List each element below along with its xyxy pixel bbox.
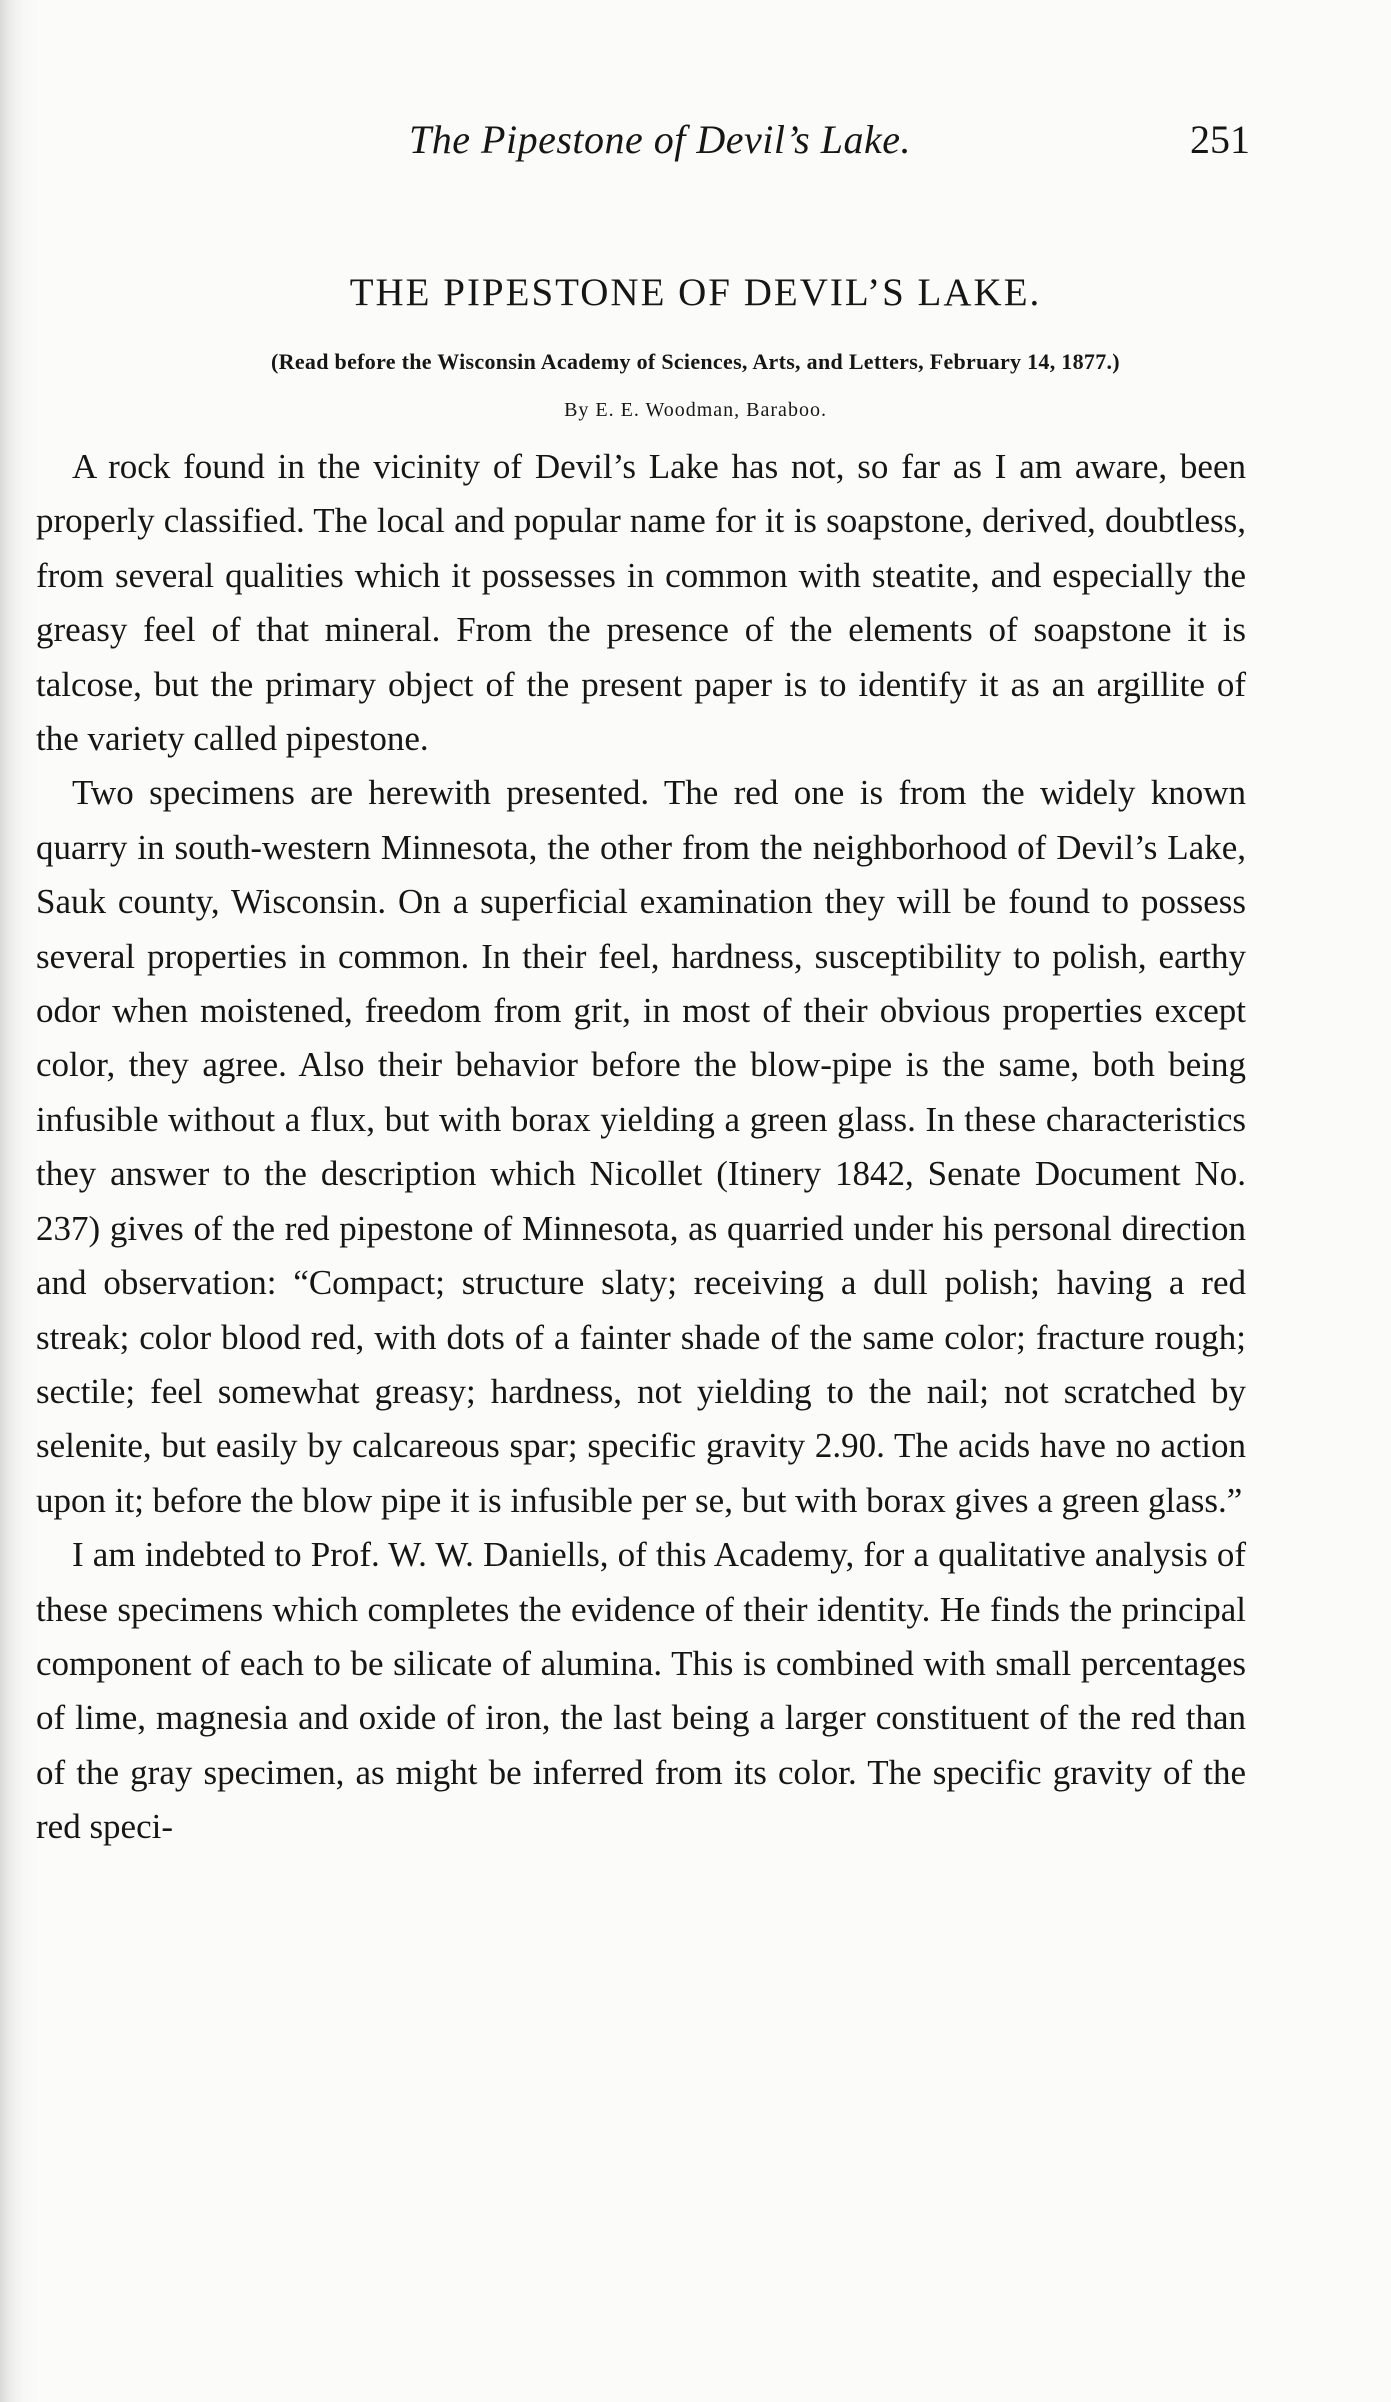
paragraph: I am indebted to Prof. W. W. Daniells, of this Academy, for a qualitative analysis of these specimens which completes the evidence of their identity. He finds the principal component of each to be silicate of alumina. This is combined with small percentages of lime, magnesia and oxide of iron, the last being a larger constituent of the red than of the gray specimen, as might be inferred from its color. The specific gravity of the red speci- bbox=[36, 1535, 1246, 1847]
article-body bbox=[36, 440, 1246, 1855]
running-title: The Pipestone of Devil’s Lake. bbox=[409, 117, 911, 162]
paragraph: Two specimens are herewith presented. The red one is from the widely known quarry in south-western Minnesota, the other from the neighborhood of Devil’s Lake, Sauk county, Wisconsin. On a superficial examination they will be found to possess several properties in common. In their feel, hardness, susceptibility to polish, earthy odor when moistened, freedom from grit, in most of their obvious properties except color, they agree. Also their behavior before the blow-pipe is the same, both being infusible without a flux, but with borax yielding a green glass. In these characteristics they answer to the description which Nicollet (Itinery 1842, Senate Document No. 237) gives of the red pipestone of Minnesota, as quarried under his personal direction and observation: “Compact; structure slaty; receiving a dull polish; having a red streak; color blood red, with dots of a fainter shade of the same color; fracture rough; sectile; feel somewhat greasy; hardness, not yielding to the nail; not scratched by selenite, but easily by calcareous spar; specific gravity 2.90. The acids have no action upon it; before the blow pipe it is infusible per se, but with borax gives a green glass.” bbox=[36, 773, 1246, 1520]
page-number: 251 bbox=[1190, 117, 1250, 162]
byline: By E. E. Woodman, Baraboo. bbox=[564, 399, 827, 421]
read-note: (Read before the Wisconsin Academy of Sciences, Arts, and Letters, February 14, 1877.) bbox=[271, 349, 1120, 374]
running-head bbox=[0, 116, 1391, 176]
paragraph: A rock found in the vicinity of Devil’s Lake has not, so far as I am aware, been properly classified. The local and popular name for it is soapstone, derived, doubtless, from several qualities which it possesses in common with steatite, and especially the greasy feel of that mineral. From the presence of the elements of soapstone it is talcose, but the primary object of the present paper is to identify it as an argillite of the variety called pipestone. bbox=[36, 447, 1246, 759]
article-title: THE PIPESTONE OF DEVIL’S LAKE. bbox=[349, 271, 1042, 314]
